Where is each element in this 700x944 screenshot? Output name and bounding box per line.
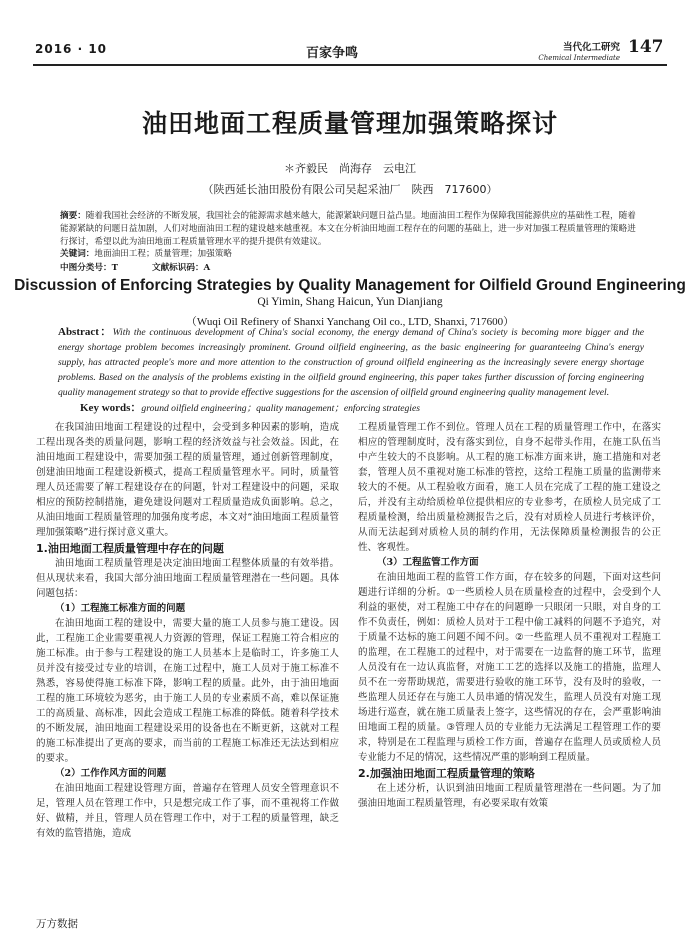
article-title-cn: 油田地面工程质量管理加强策略探讨 <box>141 109 558 138</box>
body-column-right <box>358 420 661 811</box>
authors-en: Qi Yimin, Shang Haicun, Yun Dianjiang <box>257 296 443 308</box>
page-number: 147 <box>628 37 664 57</box>
subsection-heading-1-3: （3）工程监管工作方面 <box>377 557 479 568</box>
keywords-cn-text: 地面油田工程；质量管理；加强策略 <box>94 249 232 259</box>
journal-name-en: Chemical Intermediate <box>538 54 620 62</box>
intro-paragraph: 在我国油田地面工程建设的过程中，会受到多种因素的影响，造成工程出现各类的质量问题，影响工程的经济效益与社会效益。因此，在油田地面工程建设中，需要加强工程的质量管理，通过创新管理制度，创建油田地面工程建设新模式，提高工程质量管理水平。同时，质量管理人员还需要了解工程建设存在的问题，针对工程建设中的问题，采取相应的预防控制措施，避免建设问题对工程质量造成负面影响。总之，从油田地面工程质量管理的加强角度考虑，本文对“油田地面工程质量管理加强策略”进行探讨意义重大。 <box>36 422 339 538</box>
subsection-heading-1-2: （2）工作作风方面的问题 <box>55 768 167 779</box>
keywords-en: Key words：ground oilfield engineering；quality management；enforcing strategies <box>80 402 420 414</box>
abstract-cn <box>60 210 640 249</box>
abstract-en-text: With the continuous development of China's social economy, the energy demand of China's society is becoming more bigger and the energy shortage problem becomes increasingly prominent. Ground oilfield engineering, as the basic engineering for guaranteeing China's energy supply, has attracted people's more and more attention to the construction of ground oilfield engineering as the increasingly severe energy shortage problems. Based on the analysis of the problems existing in the oilfield ground engineering, this paper takes further discussion of forcing engineering quality management strategy so that to provide effective suggestions for the ascension of oilfield ground engineering quality management level. <box>58 327 644 398</box>
section-1-paragraph: 油田地面工程质量管理是决定油田地面工程整体质量的有效举措。但从现状来看，我国大部分油田地面工程质量管理潜在一些问题。具体问题包括： <box>36 558 339 599</box>
doc-code: 文献标识码：A <box>151 263 211 273</box>
subsection-1-2-paragraph: 在油田地面工程建设管理方面，普遍存在管理人员安全管理意识不足，管理人员在管理工作中，只是想完成工作了事，而不重视将工作做好、做精，并且，管理人员在管理工作中，对于工程的质量管理，缺乏有效的监管措施，造成 <box>36 783 339 839</box>
authors-cn: ＊齐毅民 尚海存 云电江 <box>284 162 416 175</box>
article-title-en: Discussion of Enforcing Strategies by Quality Management for Oilfield Ground Engineering <box>14 277 686 294</box>
issue-label: 2016 · 10 <box>35 42 108 56</box>
continued-paragraph: 工程质量管理工作不到位。管理人员在工程的质量管理工作中，在落实相应的管理制度时，没有落实到位，自身不起带头作用，在施工队伍当中产生较大的不良影响。从工程的施工标准方面来讲，施工措施和对老套，管理人员不重视对施工标准的管控，这给工程施工质量的监测带来较大的不便。从工程验收方面看，施工人员在完成了工程的施工建设之后，并没有主动给质检单位提供相应的专业参考，在质检人员完成了工程质量检测，给出质量检测报告之后，没有对质检人员进行考核评价，从而无法起到对质检人员的制约作用，无法保障质量检测报告的公正性、客观性。 <box>358 422 661 553</box>
abstract-en: Abstract：With the continuous development of China's social economy, the energy demand of China's society is becoming more bigger and the energy shortage problem becomes increasingly prominent. Ground oilfield engineering, as the basic engineering for guaranteeing China's energy supply, has attracted people's more and more attention to the construction of ground oilfield engineering as the increasingly severe energy shortage problems. Based on the analysis of the problems existing in the oilfield ground engineering, this paper takes further discussion of forcing engineering quality management strategy so that to provide effective suggestions for the ascension of oilfield ground engineering quality management level. <box>58 326 644 398</box>
header-rule <box>33 64 667 66</box>
body-column-left <box>36 420 339 841</box>
subsection-1-1-paragraph: 在油田地面工程的建设中，需要大量的施工人员参与施工建设。因此，工程施工企业需要重视人力资源的管理，保证工程施工符合相应的施工标准。由于参与工程建设的施工人员基本上是临时工，许多施工人员并没有接受过专业的培训，在施工过程中，施工人员对于施工标准不熟悉，容易使得施工标准下降，影响工程的质量。此外，由于油田地面工程的施工环境较为恶劣，由于施工人员的专业素质不高，难以保证施工的高质量、高标准，因此会造成工程施工标准的降低。随着科学技术的不断发展，油田地面工程建设采用的设备也在不断更新，这就对工程的施工标准提出了更高的要求，而当前的工程施工标准还无法达到相应的要求。 <box>36 618 339 764</box>
affiliation-en: （Wuqi Oil Refinery of Shanxi Yanchang Oil co., LTD, Shanxi, 717600） <box>185 316 515 328</box>
section-heading-2: 2.加强油田地面工程质量管理的策略 <box>358 767 535 780</box>
running-header <box>0 0 700 66</box>
abstract-cn-text: 随着我国社会经济的不断发展，我国社会的能源需求越来越大，能源紧缺问题日益凸显。地面油田工程作为保障我国能源供应的基础性工程，随着能源紧缺的问题日益加剧，人们对地面油田工程的建设越来越重视。本文在分析油田地面工程存在的问题的基础上，进一步对加强工程质量管理的策略进行探讨，希望以此为油田地面工程质量管理水平的提升提供有效建议。 <box>60 211 636 247</box>
abstract-cn-label: 摘要： <box>60 211 86 221</box>
abstract-en-label: Abstract <box>58 326 99 338</box>
class-number: 中图分类号：T <box>60 263 118 273</box>
keywords-en-label: Key words <box>80 402 131 414</box>
journal-logo <box>530 39 620 62</box>
column-name: 百家争鸣 <box>306 46 359 61</box>
section-2-paragraph: 在上述分析，认识到油田地面工程质量管理潜在一些问题。为了加强油田地面工程质量管理，有必要采取有效策 <box>358 783 661 809</box>
subsection-1-3-paragraph: 在油田地面工程的监管工作方面，存在较多的问题，下面对这些问题进行详细的分析。①一些质检人员在质量检查的过程中，会受到个人利益的驱使，对工程施工中存在的问题睁一只眼闭一只眼，对自身的工作不负责任，例如：质检人员对于工程中偷工减料的问题不予追究，对于质量不达标的施工问题不闻不问。②一些监理人员不重视对工程施工的监理，在工程施工的过程中，对于需要在一边监督的施工环节，监理人员没有在一边认真监督，对施工工艺的选择以及施工的措施，监理人员不在一旁帮助规范，需要进行验收的施工环节，没有及时的验收，一些监理人员还存在与施工人员串通的情况发生，监理人员没有对施工现场进行巡查，就在施工质量表上签字，这些情况的存在，会严重影响油田地面工程的质量。③管理人员的专业能力无法满足工程管理工作的要求，特别是在工程监理与质检工作方面，普遍存在监理人员或质检人员专业能力不足的情况，这些情况严重的影响到工程质量。 <box>358 572 661 763</box>
journal-name-cn: 当代化工研究 <box>562 42 620 53</box>
keywords-cn-label: 关键词： <box>60 249 95 259</box>
classification-line <box>60 262 640 275</box>
section-heading-1: 1.油田地面工程质量管理中存在的问题 <box>36 542 224 555</box>
subsection-heading-1-1: （1）工程施工标准方面的问题 <box>55 603 186 614</box>
footer-source: 万方数据 <box>36 918 78 930</box>
affiliation-cn: （陕西延长油田股份有限公司吴起采油厂 陕西 717600） <box>202 183 498 196</box>
keywords-cn <box>60 248 640 261</box>
keywords-en-text: ground oilfield engineering；quality management；enforcing strategies <box>141 403 420 414</box>
